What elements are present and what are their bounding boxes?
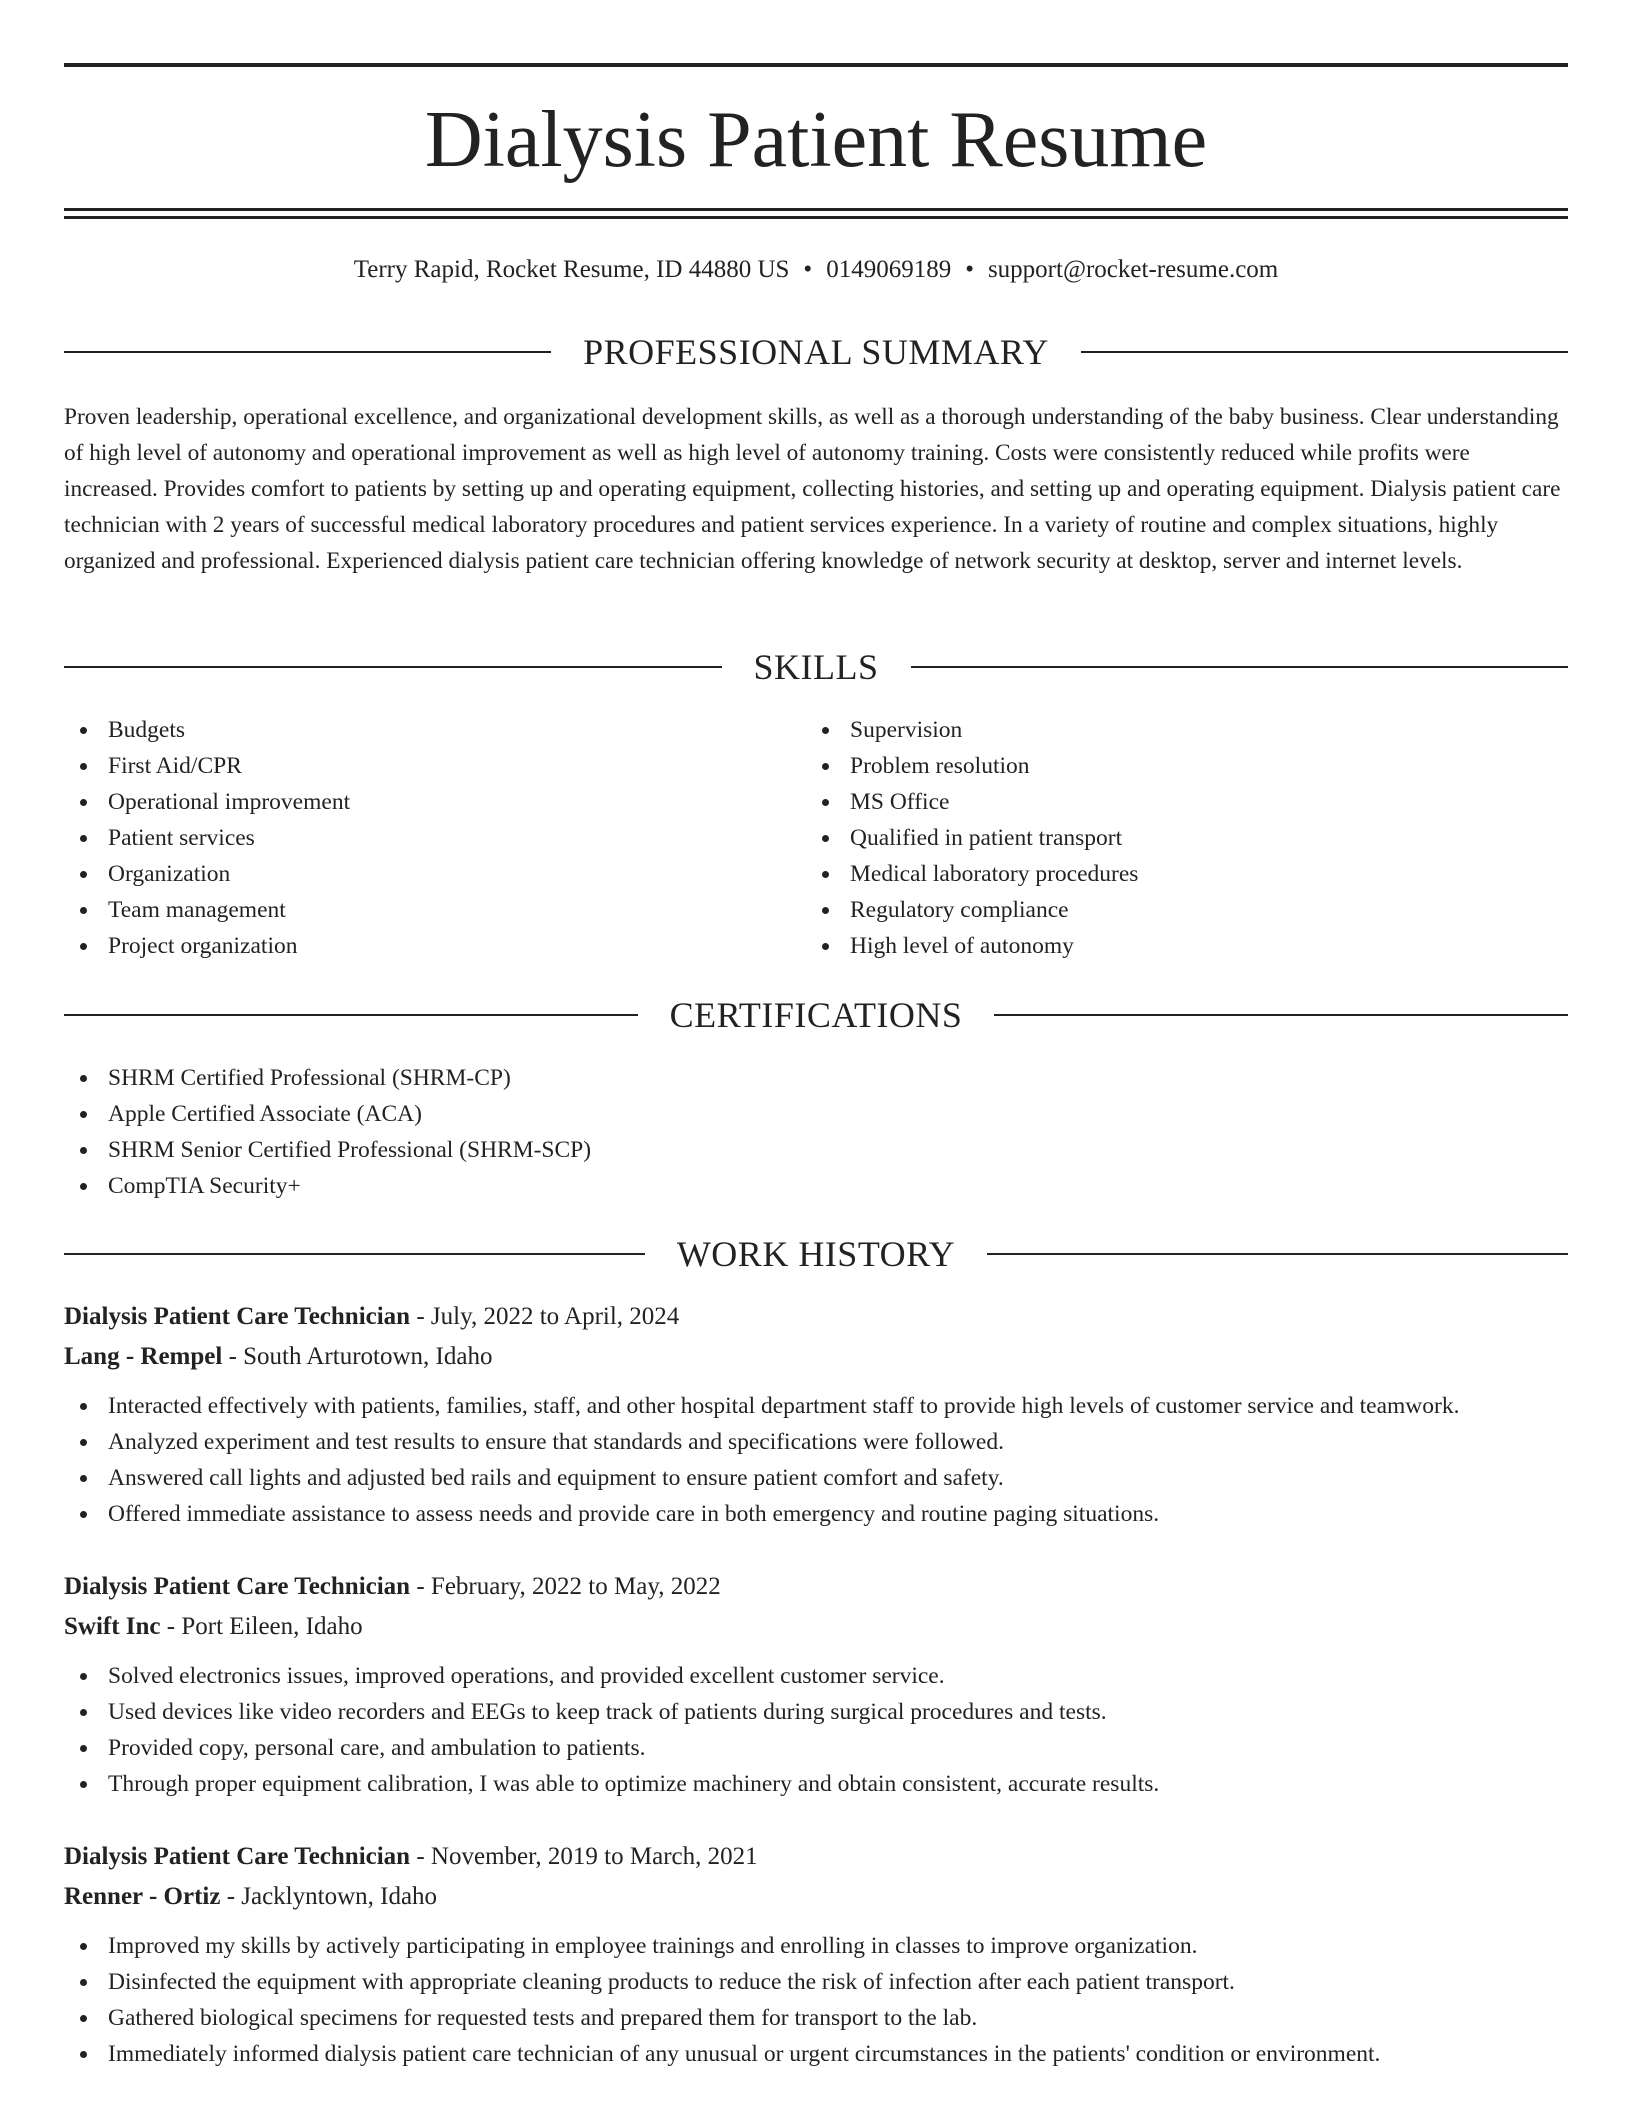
job-bullet: Interacted effectively with patients, families, staff, and other hospital department staff to provide high levels of customer service and teamwork.: [64, 1388, 1568, 1424]
skill-item: Problem resolution: [806, 748, 1566, 784]
header-bottom-rule-double: [64, 216, 1568, 219]
job-bullet: Disinfected the equipment with appropriate cleaning products to reduce the risk of infection after each patient transport.: [64, 1964, 1568, 2000]
heading-rule: [1081, 351, 1568, 353]
job-location: - Jacklyntown, Idaho: [220, 1883, 438, 1910]
job-dates: - February, 2022 to May, 2022: [410, 1573, 721, 1600]
job-bullet: Improved my skills by actively participating in employee trainings and enrolling in classes to improve organization.: [64, 1928, 1568, 1964]
contact-separator: •: [965, 256, 974, 283]
skill-item: Team management: [64, 892, 804, 928]
heading-rule: [64, 1014, 638, 1016]
header-top-rule: [64, 63, 1568, 67]
skill-item: Operational improvement: [64, 784, 804, 820]
skills-list-left: [64, 712, 804, 964]
job-bullets: [64, 1928, 1568, 2072]
job-bullet: Analyzed experiment and test results to ensure that standards and specifications were followed.: [64, 1424, 1568, 1460]
skill-item: Qualified in patient transport: [806, 820, 1566, 856]
job-bullets: [64, 1388, 1568, 1532]
skill-item: Organization: [64, 856, 804, 892]
job-bullet: Offered immediate assistance to assess needs and provide care in both emergency and routine paging situations.: [64, 1496, 1568, 1532]
job-title: Dialysis Patient Care Technician: [64, 1573, 411, 1600]
skills-section-heading: [64, 645, 1568, 689]
job-bullet: Gathered biological specimens for requested tests and prepared them for transport to the lab.: [64, 2000, 1568, 2036]
job-entry: [64, 1297, 1568, 1532]
job-location: - South Arturotown, Idaho: [222, 1343, 493, 1370]
certification-item: SHRM Senior Certified Professional (SHRM-SCP): [64, 1132, 1568, 1168]
heading-rule: [911, 666, 1569, 668]
skill-item: First Aid/CPR: [64, 748, 804, 784]
contact-email: support@rocket-resume.com: [987, 256, 1279, 283]
certification-item: CompTIA Security+: [64, 1168, 1568, 1204]
skill-item: Regulatory compliance: [806, 892, 1566, 928]
work-history-section-heading: [64, 1232, 1568, 1276]
contact-line: [64, 252, 1568, 288]
job-company: Lang - Rempel: [64, 1343, 223, 1370]
skill-item: Medical laboratory procedures: [806, 856, 1566, 892]
contact-separator: •: [803, 256, 813, 283]
certifications-heading-label: CERTIFICATIONS: [669, 995, 963, 1035]
job-company: Renner - Ortiz: [64, 1883, 221, 1910]
resume-title: Dialysis Patient Resume: [424, 96, 1208, 184]
job-bullets: [64, 1658, 1568, 1802]
skill-item: Supervision: [806, 712, 1566, 748]
heading-rule: [994, 1014, 1568, 1016]
job-title-line: [64, 1297, 1568, 1337]
header-bottom-rule: [64, 208, 1568, 211]
job-location: - Port Eileen, Idaho: [160, 1613, 363, 1640]
job-bullet: Immediately informed dialysis patient care technician of any unusual or urgent circumstances in the patients' condition or environment.: [64, 2036, 1568, 2072]
job-bullet: Used devices like video recorders and EEGs to keep track of patients during surgical procedures and tests.: [64, 1694, 1568, 1730]
job-entry: [64, 1837, 1568, 2072]
skill-item: Project organization: [64, 928, 804, 964]
work-history-heading-label: WORK HISTORY: [676, 1234, 956, 1274]
job-title: Dialysis Patient Care Technician: [64, 1303, 411, 1330]
job-bullet: Solved electronics issues, improved operations, and provided excellent customer service.: [64, 1658, 1568, 1694]
certification-item: SHRM Certified Professional (SHRM-CP): [64, 1060, 1568, 1096]
summary-section-heading: [64, 330, 1568, 374]
heading-rule: [64, 666, 722, 668]
job-entry: [64, 1567, 1568, 1802]
job-dates: - November, 2019 to March, 2021: [410, 1843, 758, 1870]
job-company-line: [64, 1607, 1568, 1647]
job-bullet: Answered call lights and adjusted bed rails and equipment to ensure patient comfort and safety.: [64, 1460, 1568, 1496]
job-title-line: [64, 1567, 1568, 1607]
certifications-list: [64, 1060, 1568, 1204]
job-dates: - July, 2022 to April, 2024: [410, 1303, 680, 1330]
certifications-section-heading: [64, 993, 1568, 1037]
contact-address: Terry Rapid, Rocket Resume, ID 44880 US: [353, 256, 790, 283]
skill-item: Budgets: [64, 712, 804, 748]
skills-list-right: [806, 712, 1566, 964]
skills-heading-label: SKILLS: [753, 647, 879, 687]
job-title-line: [64, 1837, 1568, 1877]
job-company-line: [64, 1877, 1568, 1917]
job-company-line: [64, 1337, 1568, 1377]
job-bullet: Through proper equipment calibration, I was able to optimize machinery and obtain consistent, accurate results.: [64, 1766, 1568, 1802]
heading-rule: [987, 1253, 1568, 1255]
skill-item: Patient services: [64, 820, 804, 856]
contact-phone: 0149069189: [826, 256, 952, 283]
summary-heading-label: PROFESSIONAL SUMMARY: [583, 332, 1049, 372]
skill-item: MS Office: [806, 784, 1566, 820]
heading-rule: [64, 351, 551, 353]
certification-item: Apple Certified Associate (ACA): [64, 1096, 1568, 1132]
job-bullet: Provided copy, personal care, and ambulation to patients.: [64, 1730, 1568, 1766]
summary-text: Proven leadership, operational excellence, and organizational development skills, as well as a thorough understanding of the baby business. Clear understanding of high level of autonomy and operational improvement as well as high level of autonomy training. Costs were consistently reduced while profits were increased. Provides comfort to patients by setting up and operating equipment, collecting histories, and setting up and operating equipment. Dialysis patient care technician with 2 years of successful medical laboratory procedures and patient services experience. In a variety of routine and complex situations, highly organized and professional. Experienced dialysis patient care technician offering knowledge of network security at desktop, server and internet levels.: [64, 404, 1561, 574]
job-company: Swift Inc: [64, 1613, 161, 1640]
heading-rule: [64, 1253, 645, 1255]
job-title: Dialysis Patient Care Technician: [64, 1843, 411, 1870]
skill-item: High level of autonomy: [806, 928, 1566, 964]
